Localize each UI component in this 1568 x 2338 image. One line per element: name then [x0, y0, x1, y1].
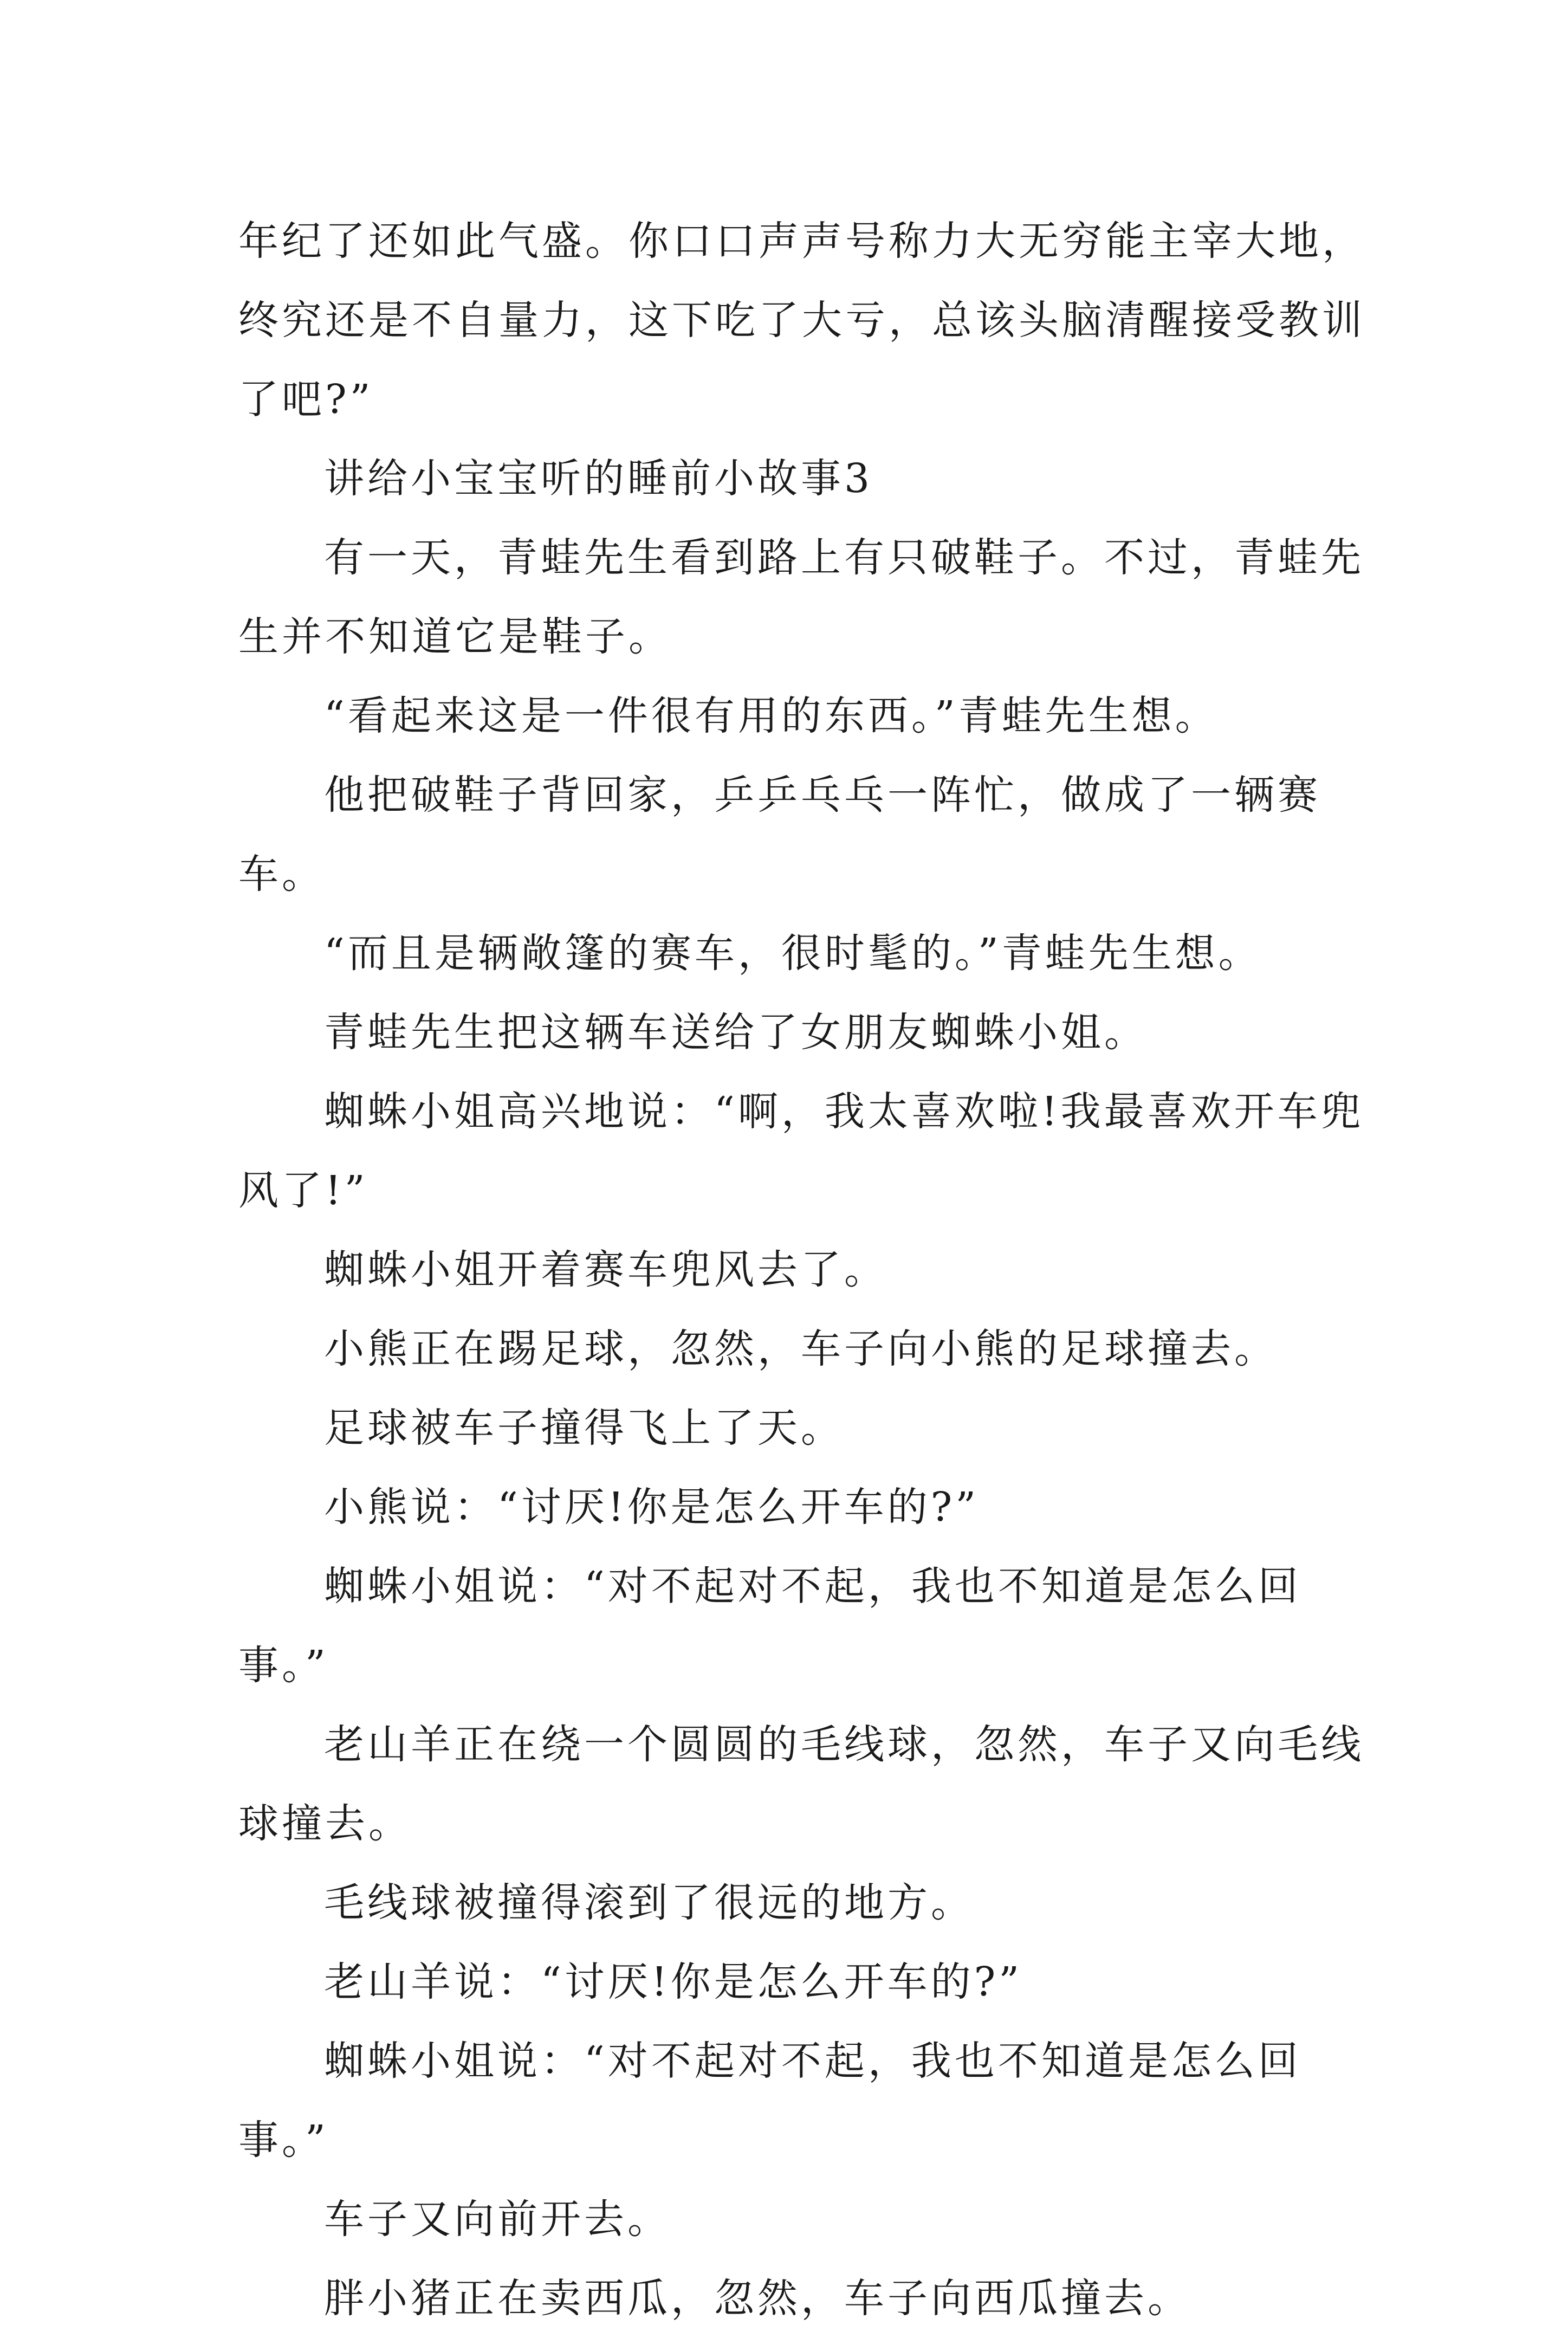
paragraph: 老山羊说：“讨厌!你是怎么开车的?”: [324, 1959, 1023, 2005]
paragraph: 蜘蛛小姐说：“对不起对不起，我也不知道是怎么回事。”: [238, 1563, 1301, 1689]
paragraph: 小熊说：“讨厌!你是怎么开车的?”: [324, 1484, 980, 1530]
paragraph: “而且是辆敞篷的赛车，很时髦的。”青蛙先生想。: [324, 930, 1262, 977]
paragraph: 足球被车子撞得飞上了天。: [324, 1405, 844, 1451]
paragraph: 车子又向前开去。: [324, 2196, 671, 2243]
paragraph: 蜘蛛小姐高兴地说：“啊，我太喜欢啦!我最喜欢开车兜风了!”: [238, 1088, 1364, 1214]
paragraph: 年纪了还如此气盛。你口口声声号称力大无穷能主宰大地，终究还是不自量力，这下吃了大亏，总该头脑清醒接受教训了吧?”: [238, 218, 1365, 423]
paragraph: 蜘蛛小姐说：“对不起对不起，我也不知道是怎么回事。”: [238, 2038, 1301, 2163]
paragraph: 胖小猪正在卖西瓜，忽然，车子向西瓜撞去。: [324, 2275, 1191, 2322]
story-title: 讲给小宝宝听的睡前小故事3: [324, 455, 873, 502]
paragraph: 毛线球被撞得滚到了很远的地方。: [324, 1880, 974, 1926]
paragraph: 蜘蛛小姐开着赛车兜风去了。: [324, 1246, 887, 1293]
paragraph: 他把破鞋子背回家，乒乒乓乓一阵忙，做成了一辆赛车。: [238, 772, 1321, 897]
paragraph: 有一天，青蛙先生看到路上有只破鞋子。不过，青蛙先生并不知道它是鞋子。: [238, 534, 1364, 660]
paragraph: “看起来这是一件很有用的东西。”青蛙先生想。: [324, 693, 1219, 739]
paragraph: 青蛙先生把这辆车送给了女朋友蜘蛛小姐。: [324, 1009, 1148, 1056]
story-body: [238, 202, 1387, 2338]
paragraph: 老山羊正在绕一个圆圆的毛线球，忽然，车子又向毛线球撞去。: [238, 1721, 1364, 1847]
paragraph: 小熊正在踢足球，忽然，车子向小熊的足球撞去。: [324, 1326, 1278, 1372]
